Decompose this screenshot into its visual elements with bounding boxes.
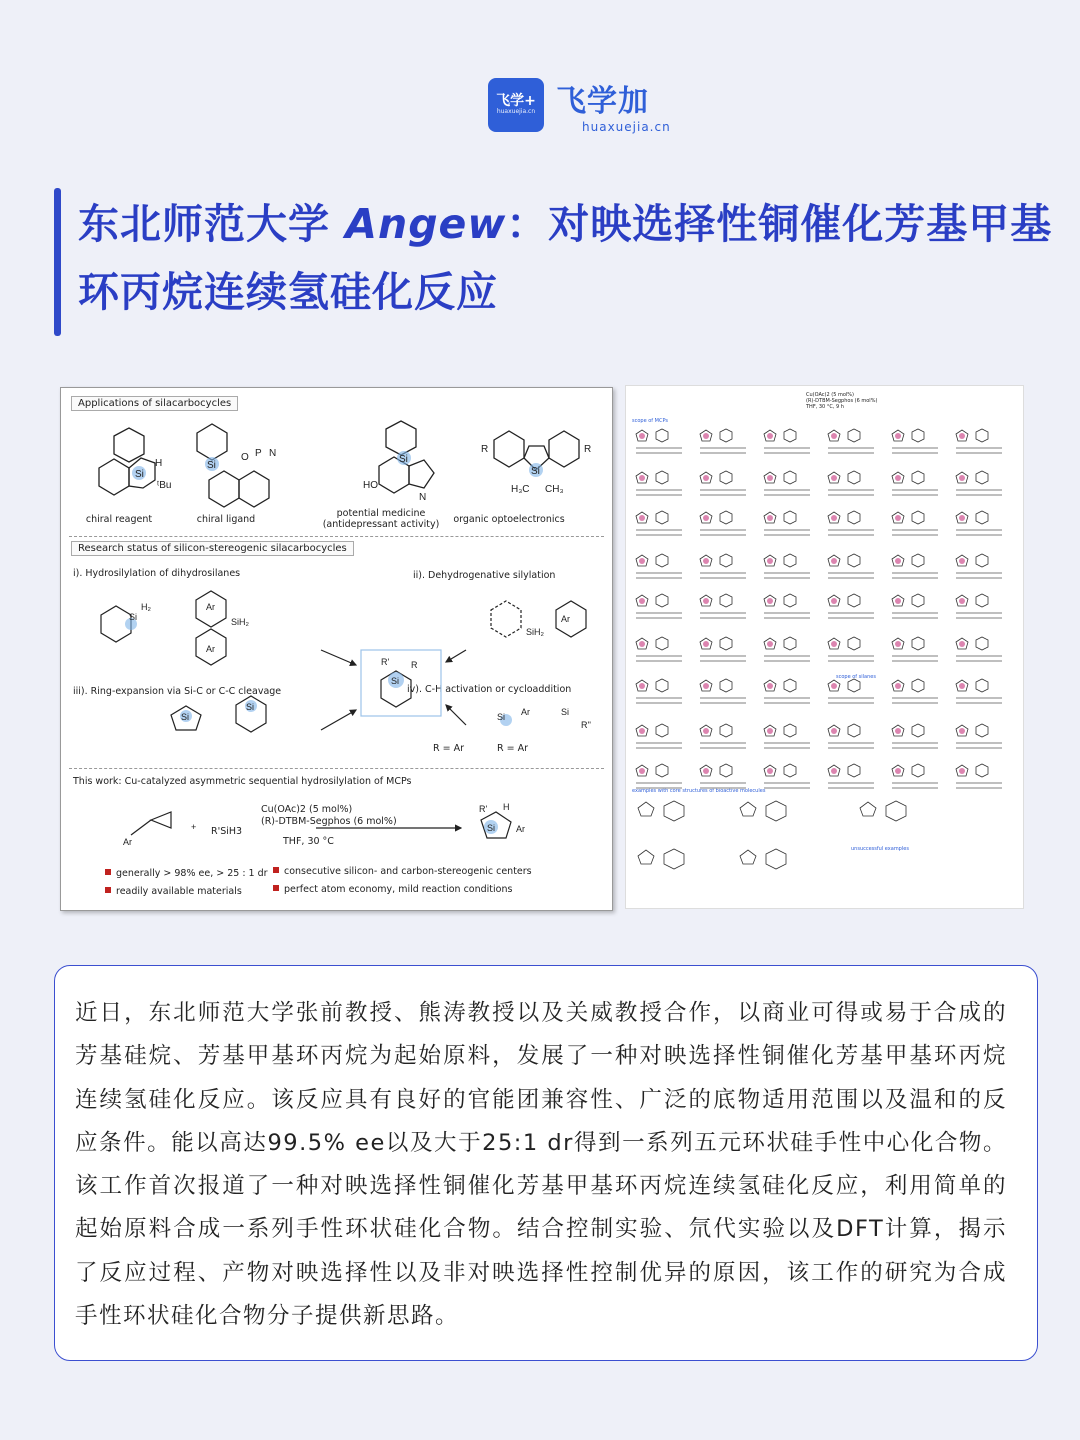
scope-molecule (828, 724, 874, 748)
bioactive-molecule (860, 801, 906, 821)
page-title: 东北师范大学 Angew：对映选择性铜催化芳基甲基环丙烷连续氢硅化反应 (78, 200, 1053, 316)
svg-text:Ar: Ar (516, 824, 525, 834)
svg-text:R': R' (381, 657, 390, 667)
scope-molecule (828, 511, 874, 535)
figure-overview (60, 387, 613, 911)
scope-molecule (828, 637, 874, 661)
r-eq-ar-1: R = Ar (433, 743, 465, 754)
bullet-3: readily available materials (105, 886, 242, 897)
route-iii: iii). Ring-expansion via Si-C or C-C cleavage (73, 686, 282, 697)
scope-molecule (700, 637, 746, 661)
svg-text:Si: Si (246, 702, 255, 712)
scope-molecule (764, 471, 810, 495)
application-structures (79, 418, 599, 518)
scope-molecule (956, 594, 1002, 618)
svg-text:CH₃: CH₃ (545, 484, 564, 495)
scope-silanes-label: scope of silanes (836, 674, 876, 680)
svg-text:Si: Si (391, 676, 400, 686)
logo-url: huaxuejia.cn (582, 120, 671, 134)
scope-molecule (956, 764, 1002, 788)
research-header: Research status of silicon-stereogenic silacarbocycles (71, 541, 354, 556)
bullet-4: perfect atom economy, mild reaction conditions (273, 884, 512, 895)
summary-box (54, 965, 1038, 1361)
svg-text:P: P (255, 448, 262, 459)
svg-text:R'': R'' (581, 720, 591, 730)
svg-text:ᵗBu: ᵗBu (157, 480, 172, 491)
scope-conditions: Cu(OAc)2 (5 mol%) (R)-DTBM-Segphos (6 mol%) THF, 30 °C, 9 h (806, 392, 878, 410)
route-i: i). Hydrosilylation of dihydrosilanes (73, 568, 241, 579)
scope-molecule (892, 471, 938, 495)
scope-molecule (764, 429, 810, 453)
scope-molecule (764, 764, 810, 788)
figure-substrate-scope (625, 385, 1024, 909)
reagent: R'SiH3 (211, 826, 243, 837)
scope-structures (626, 386, 1023, 908)
scope-molecule (764, 554, 810, 578)
svg-text:N: N (269, 448, 277, 459)
scope-molecule (764, 594, 810, 618)
svg-text:Si: Si (497, 712, 506, 722)
scope-molecule (828, 471, 874, 495)
condition-2: (R)-DTBM-Segphos (6 mol%) (261, 816, 397, 827)
scope-molecule (700, 554, 746, 578)
scope-molecule (636, 679, 682, 703)
bioactive-molecule (638, 801, 684, 821)
scope-molecule (892, 764, 938, 788)
svg-text:R': R' (479, 804, 488, 814)
svg-text:Si: Si (207, 460, 216, 471)
scope-molecule (892, 429, 938, 453)
scope-molecule (892, 594, 938, 618)
svg-text:Si: Si (135, 469, 144, 480)
app-caption-3: potential medicine (antidepressant activity) (322, 508, 440, 530)
scope-molecule (828, 554, 874, 578)
scope-molecule (700, 679, 746, 703)
scope-molecule (764, 724, 810, 748)
svg-text:Si: Si (181, 712, 190, 722)
bioactive-label: examples with core structures of bioactive molecules (632, 788, 766, 794)
condition-1: Cu(OAc)2 (5 mol%) (261, 804, 353, 815)
svg-text:SiH₂: SiH₂ (231, 617, 249, 627)
scope-molecule (636, 594, 682, 618)
svg-text:SiH₂: SiH₂ (526, 627, 544, 637)
svg-text:N: N (419, 492, 427, 503)
scope-molecule (828, 764, 874, 788)
r-eq-ar-2: R = Ar (497, 743, 529, 754)
scope-molecule (956, 724, 1002, 748)
scope-molecule (636, 511, 682, 535)
scope-molecule (636, 554, 682, 578)
scope-molecule (700, 511, 746, 535)
svg-text:H₃C: H₃C (511, 484, 530, 495)
scope-molecule (636, 724, 682, 748)
svg-text:Si: Si (399, 454, 408, 465)
title-accent-bar (54, 188, 61, 336)
scope-molecule (700, 594, 746, 618)
scope-molecule (892, 679, 938, 703)
svg-text:Ar: Ar (123, 837, 132, 847)
svg-text:Si: Si (129, 612, 138, 622)
svg-text:R: R (584, 444, 592, 455)
scope-molecule (700, 471, 746, 495)
scope-molecule (700, 764, 746, 788)
scope-mcps-label: scope of MCPs (632, 418, 668, 424)
scope-molecule (828, 429, 874, 453)
scope-molecule (764, 637, 810, 661)
scope-molecule (764, 679, 810, 703)
svg-text:Ar: Ar (561, 614, 570, 624)
logo-name: 飞学加 (556, 84, 649, 119)
bullet-2: consecutive silicon- and carbon-stereogenic centers (273, 866, 532, 877)
svg-text:Ar: Ar (206, 602, 215, 612)
scope-molecule (700, 724, 746, 748)
summary-text: 近日，东北师范大学张前教授、熊涛教授以及关威教授合作，以商业可得或易于合成的芳基硅烷、芳基甲基环丙烷为起始原料，发展了一种对映选择性铜催化芳基甲基环丙烷连续氢硅化反应。该反应具有良好的官能团兼容性、广泛的底物适用范围以及温和的反应条件。能以高达99.5% ee以及大于25:1 dr得到一系列五元环状硅手性中心化合物。该工作首次报道了一种对映选择性铜催化芳基甲基环丙烷连续氢硅化反应，利用简单的起始原料合成一系列手性环状硅化合物。结合控制实验、氘代实验以及DFT计算，揭示了反应过程、产物对映选择性以及非对映选择性控制优异的原因，该工作的研究为合成手性环状硅化合物分子提供新思路。 (75, 1000, 1007, 1330)
svg-text:Ar: Ar (521, 707, 530, 717)
scope-molecule (636, 637, 682, 661)
svg-text:Ar: Ar (206, 644, 215, 654)
bioactive-molecule (740, 801, 786, 821)
this-work-label: This work: Cu-catalyzed asymmetric sequential hydrosilylation of MCPs (73, 776, 412, 787)
svg-text:O: O (241, 452, 249, 463)
scope-molecule (956, 679, 1002, 703)
scope-molecule (892, 637, 938, 661)
scope-molecule (956, 471, 1002, 495)
logo-badge-icon: 飞学+ huaxuejia.cn (488, 78, 544, 132)
app-caption-1: chiral reagent (85, 514, 153, 525)
svg-text:HO: HO (363, 480, 378, 491)
app-caption-2: chiral ligand (196, 514, 256, 525)
scope-molecule (956, 511, 1002, 535)
bioactive-molecule (638, 849, 684, 869)
svg-text:R: R (481, 444, 489, 455)
scope-molecule (636, 429, 682, 453)
svg-text:R: R (411, 660, 418, 670)
bullet-1: generally > 98% ee, > 25 : 1 dr (105, 868, 268, 879)
scope-molecule (956, 637, 1002, 661)
applications-header: Applications of silacarbocycles (71, 396, 238, 411)
svg-text:Si: Si (561, 707, 570, 717)
research-routes (71, 580, 601, 760)
divider-2 (69, 768, 604, 769)
svg-text:+: + (191, 822, 197, 832)
scope-molecule (956, 429, 1002, 453)
scope-molecule (892, 554, 938, 578)
scope-molecule (636, 471, 682, 495)
site-logo (488, 76, 671, 134)
bioactive-molecule (740, 849, 786, 869)
scope-molecule (892, 511, 938, 535)
scope-molecule (828, 594, 874, 618)
svg-text:H: H (155, 458, 163, 469)
unsuccessful-label: unsuccessful examples (851, 846, 909, 852)
route-ii: ii). Dehydrogenative silylation (413, 570, 556, 581)
svg-text:H: H (503, 802, 510, 812)
svg-text:Si: Si (531, 466, 540, 477)
condition-3: THF, 30 °C (283, 836, 334, 847)
route-iv: iv). C-H activation or cycloaddition (407, 684, 572, 695)
divider-1 (69, 536, 604, 537)
scope-molecule (700, 429, 746, 453)
svg-text:H₂: H₂ (141, 602, 151, 612)
scope-molecule (892, 724, 938, 748)
app-caption-4: organic optoelectronics (453, 514, 565, 525)
scope-molecule (764, 511, 810, 535)
scope-molecule (956, 554, 1002, 578)
scope-molecule (636, 764, 682, 788)
scope-molecule (828, 679, 874, 703)
svg-text:Si: Si (487, 823, 496, 833)
